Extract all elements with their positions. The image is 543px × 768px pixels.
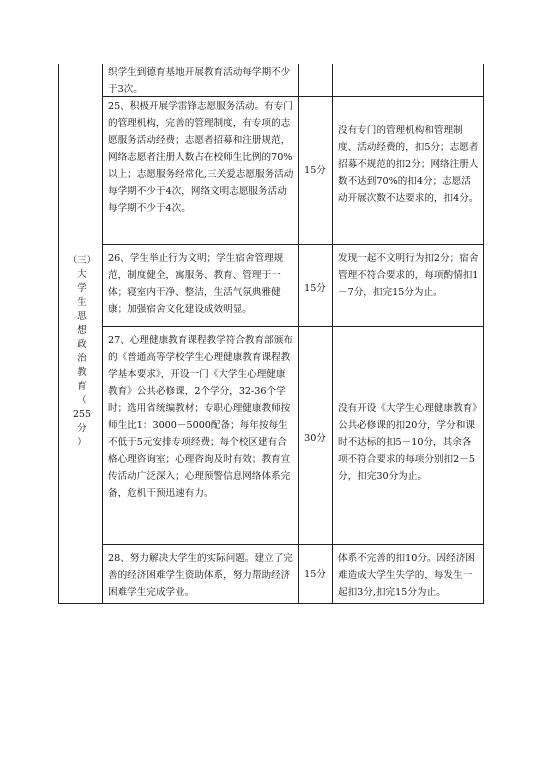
row-content: 28、努力解决大学生的实际问题。建立了完善的经济困难学生资助体系，努力帮助经济困难学生完成学业。 [108,553,293,598]
row-deduction: 体系不完善的扣10分。因经济困难造成大学生失学的，每发生一起扣3分,扣完15分为止。 [338,553,475,598]
row-content: 25、积极开展学雷锋志愿服务活动。有专门的管理机构，完善的管理制度，有专项的志愿服务活动经费；志愿者招募和注册规范，网络志愿者注册人数占在校师生比例的70%以上；志愿服务经常化,三关爱志愿服务活动每学期不少于4次，网络文明志愿服务活动每学期不少于4次。 [108,101,294,214]
row-deduction: 没有开设《大学生心理健康教育》公共必修课的扣20分，学分和课时不达标的扣5－10分，其余各项不符合要求的每项分别扣2－5分，扣完30分为止。 [338,403,478,482]
row-divider [102,96,484,97]
row-deduction: 没有专门的管理机构和管理制度、活动经费的，扣5分；志愿者招募不规范的扣2分；网络注册人数不达到70%的扣4分；志愿活动开展次数不达要求的，扣4分。 [338,125,479,204]
table-border-left [58,64,59,604]
category-label: （三） 大 学 生 思 想 政 治 教 育 （ 255 分 ） [67,255,97,448]
row-content: 27、心理健康教育课程教学符合教育部颁布的《普通高等学校学生心理健康教育课程教学基本要求》，开设一门《大学生心理健康教育》公共必修课，2个学分，32-36个学时；选用省统编教材；专职心理健康教师按师生比1：3000－5000配备；每年按每生不低于5元安排专项经费；每个校区建有合格心理咨询室；心理咨询及时有效；教育宣传活动广泛深入；心理预警信息网络体系完备，危机干预迅速有力。 [108,335,293,499]
column-divider [332,64,333,604]
column-divider [298,64,299,604]
row-divider [102,244,484,245]
row-score: 15分 [304,283,326,294]
row-content: 26、学生举止行为文明；学生宿舍管理规范，制度健全，寓服务、教育、管理于一体；寝室内干净、整洁，生活气氛典雅健康；加强宿舍文化建设成效明显。 [108,253,284,315]
row-divider [102,326,484,327]
row-score: 30分 [304,433,326,444]
table-border-right [483,64,484,604]
evaluation-table [58,64,484,604]
table-border-bottom [58,603,484,604]
row-score: 15分 [304,165,326,176]
row-content: 织学生到德育基地开展教育活动每学期不少于3次。 [108,67,291,95]
row-divider [102,544,484,545]
row-deduction: 发现一起不文明行为扣2分；宿舍管理不符合要求的，每项酌情扣1－7分，扣完15分为止。 [338,253,479,298]
row-score: 15分 [304,569,326,580]
